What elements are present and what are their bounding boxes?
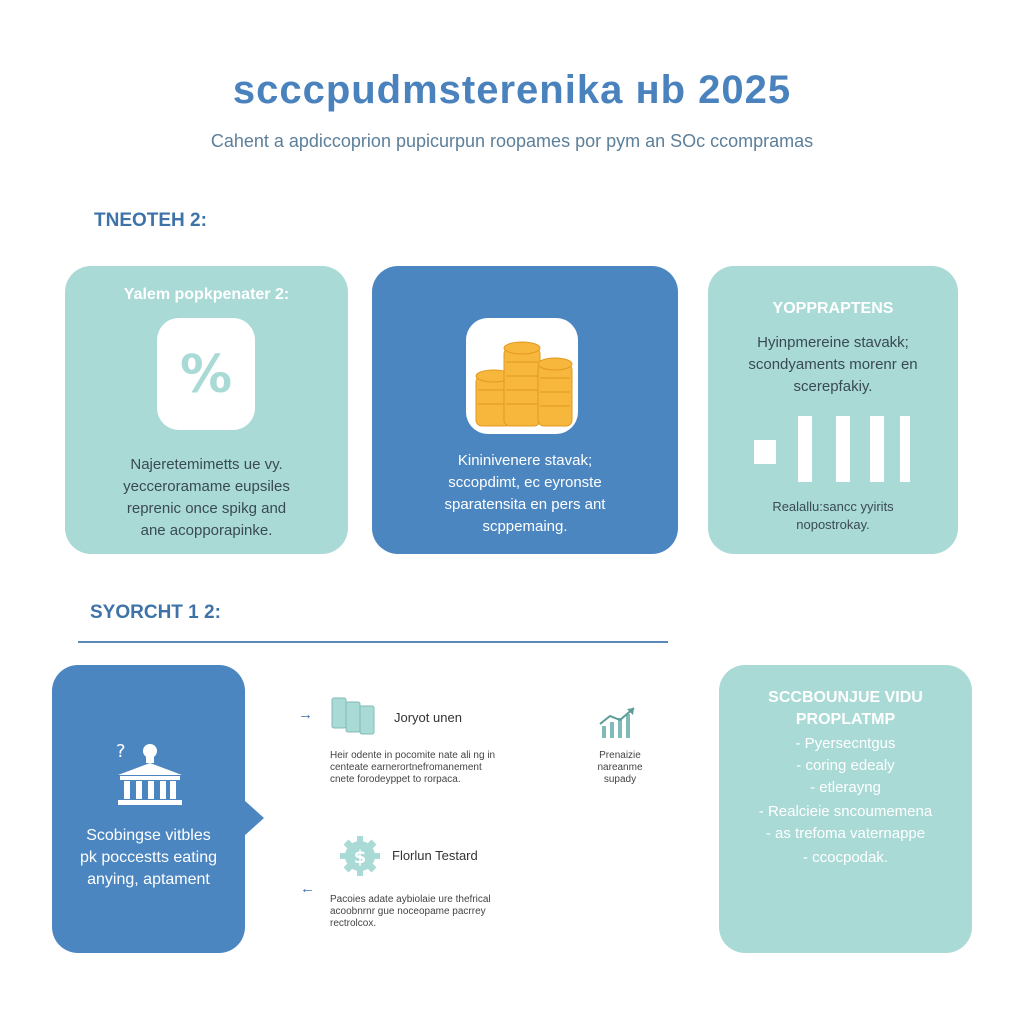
item-text-line: rectrolcox. [330, 918, 377, 929]
card-bank [52, 665, 245, 953]
card-footer-line: nopostrokay. [796, 517, 870, 532]
card-heading: Yalem popkpenater 2: [123, 286, 290, 303]
bank-building-icon [114, 741, 186, 807]
card-percent [65, 266, 348, 554]
card-heading: PROPLATMP [795, 711, 896, 728]
card-text-line: Kininivenere stavak; [457, 452, 593, 469]
card-text-line: Hyinpmereine stavakk; [757, 334, 909, 351]
card-text-line: Scobingse vitbles [86, 827, 211, 844]
page-title: scccpudmsterenika нb 2025 [232, 68, 792, 112]
card-text-line: anying, aptament [87, 871, 210, 888]
item-title: Joryot unen [394, 710, 462, 725]
item-title: Florlun Testard [392, 848, 478, 863]
trend-text-line: Prenaizie [599, 750, 641, 761]
card-text-line: reprenic once spikg and [126, 500, 287, 517]
card-footer-line: Realallu:sancc yyirits [772, 499, 894, 514]
card-text-line: scondyaments morenr en [748, 356, 918, 373]
percent-icon [157, 318, 255, 430]
documents-icon [330, 696, 380, 736]
card-stats [708, 266, 958, 554]
section-2-label: SYORCHT 1 2: [90, 602, 221, 623]
arrow-left-icon: ← [300, 880, 315, 897]
svg-text:%: % [179, 345, 233, 405]
feature-list-item: - coring edealy [796, 757, 895, 774]
card-text-line: pk poccestts eating [80, 849, 217, 866]
card-text-line: scerepfakiy. [793, 378, 873, 395]
trend-text-line: nareanme [597, 762, 643, 773]
section-1-label: TNEOTEH 2: [94, 210, 207, 231]
card-text-line: yecceroramame eupsiles [123, 478, 290, 495]
svg-text:$: $ [353, 847, 367, 868]
item-text-line: acoobnrnr gue noceopame pacrrey [330, 906, 486, 917]
card-text-line: ane acopporapinke. [140, 522, 273, 539]
bar-chart-icon [752, 412, 912, 484]
trend-text-line: supady [603, 774, 637, 785]
feature-list-item: - etlerayng [810, 779, 881, 796]
section-divider [78, 641, 668, 643]
item-text-line: Pacoies adate aybiolaie ure thefrical [330, 894, 491, 905]
card-text-line: scppemaing. [482, 518, 568, 535]
card-text-line: sccopdimt, ec eyronste [448, 474, 602, 491]
item-text-line: cnete forodeyppet to rorpaca. [330, 774, 461, 785]
card-features [719, 665, 972, 953]
item-text-line: centeate earnerortnefromanement [330, 762, 482, 773]
card-text-line: sparatensita en pers ant [444, 496, 606, 513]
card-heading: SCCBOUNJUE VIDU [768, 689, 923, 706]
card-pointer [244, 800, 264, 836]
card-coins [372, 266, 678, 554]
arrow-right-icon: → [298, 706, 313, 723]
card-heading: YOPPRAPTENS [772, 300, 894, 317]
coin-stack-icon [466, 318, 578, 434]
feature-list-item: - as trefoma vaternappe [765, 825, 926, 842]
dollar-gear-icon [338, 834, 382, 878]
trend-up-icon [598, 706, 638, 740]
feature-list-item: - Pyersecntgus [795, 735, 896, 752]
feature-list-item: - Realcieie sncoumemena [758, 803, 933, 820]
feature-list-item: - ccocpodak. [802, 849, 889, 866]
svg-text:?: ? [116, 741, 126, 762]
page-subtitle: Cahent a apdiccoprion pupicurpun roopames por pym an SOc ccompramas [210, 131, 814, 151]
item-text-line: Heir odente in pocomite nate ali ng in [330, 750, 496, 761]
card-text-line: Najeretemimetts ue vy. [130, 456, 283, 473]
